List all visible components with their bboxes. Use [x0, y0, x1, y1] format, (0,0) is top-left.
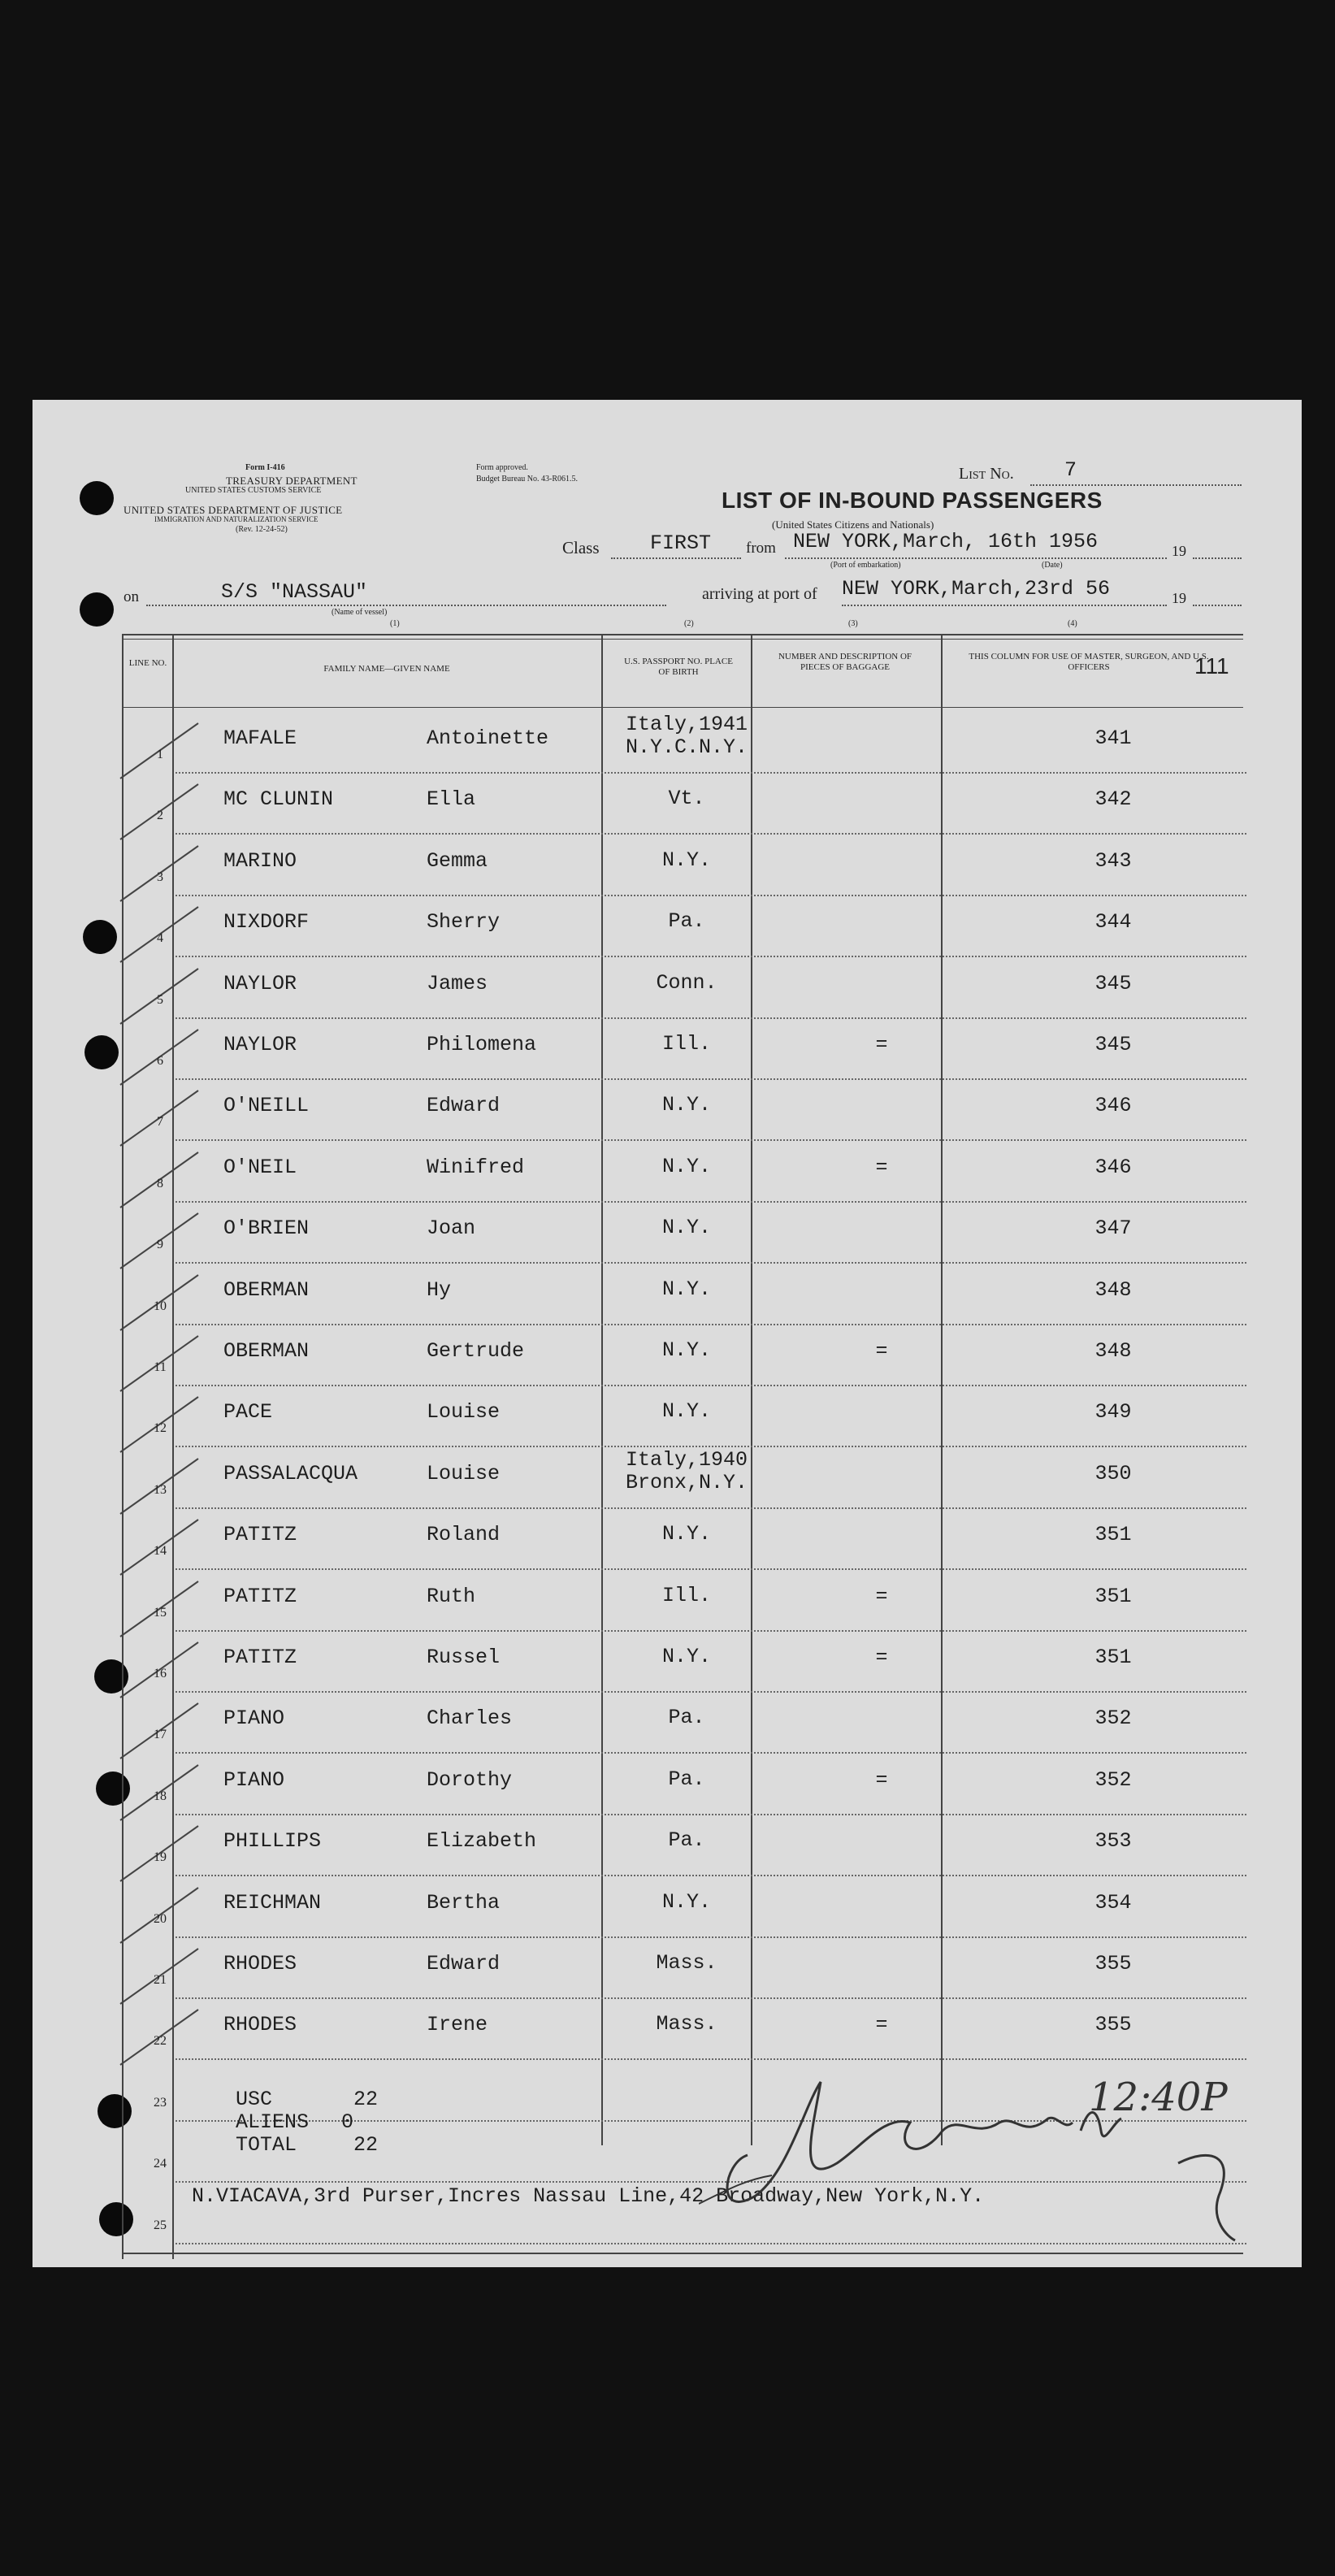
total-count: 22	[353, 2133, 379, 2157]
given-name: Hy	[427, 1277, 452, 1302]
family-name: PATITZ	[223, 1523, 297, 1547]
baggage: =	[875, 1767, 888, 1792]
table-row	[33, 1754, 1302, 1815]
family-name: PATITZ	[223, 1646, 297, 1669]
place-of-birth: N.Y.	[661, 1093, 711, 1117]
table-row	[33, 1264, 1302, 1325]
revision: (Rev. 12-24-52)	[236, 525, 288, 534]
family-name: NAYLOR	[223, 1033, 297, 1056]
given-name: Gertrude	[427, 1339, 525, 1363]
baggage: =	[875, 1033, 888, 1056]
line-number: 10	[154, 1299, 167, 1313]
col-num-1: (1)	[390, 619, 400, 628]
purser-signature-line: N.VIACAVA,3rd Purser,Incres Nassau Line,42 Broadway,New York,N.Y.	[192, 2184, 985, 2208]
family-name: O'BRIEN	[223, 1216, 310, 1241]
table-row	[33, 1508, 1302, 1569]
place-of-birth: Ill.	[661, 1583, 711, 1607]
baggage: =	[875, 1584, 888, 1608]
customs-service: UNITED STATES CUSTOMS SERVICE	[185, 486, 322, 495]
given-name: Ella	[427, 787, 476, 812]
baggage: =	[875, 2013, 888, 2037]
line-number: 3	[157, 870, 163, 884]
line-number: 24	[154, 2157, 167, 2171]
place-of-birth: Pa.	[668, 909, 705, 934]
given-name: Russel	[427, 1646, 501, 1669]
col-header-passport: U.S. PASSPORT NO. PLACE OF BIRTH	[624, 657, 733, 677]
officer-number: 351	[1094, 1523, 1132, 1547]
officer-number: 346	[1094, 1094, 1132, 1118]
family-name: O'NEILL	[223, 1094, 310, 1118]
place-of-birth: N.Y.	[661, 1889, 711, 1914]
usc-label: USC	[236, 2088, 273, 2111]
col-header-officers: THIS COLUMN FOR USE OF MASTER, SURGEON, AND U.S. OFFICERS	[969, 652, 1209, 672]
place-of-birth: N.Y.	[661, 1216, 711, 1240]
binder-hole	[80, 481, 114, 515]
family-name: O'NEIL	[223, 1155, 297, 1179]
arriving-label: arriving at port of	[702, 585, 817, 603]
table-row	[33, 896, 1302, 956]
line-number: 1	[157, 748, 163, 761]
given-name: Louise	[427, 1461, 501, 1485]
year-suffix-2: 19	[1172, 590, 1186, 606]
family-name: PACE	[223, 1400, 273, 1425]
officer-number: 346	[1094, 1155, 1132, 1179]
given-name: Philomena	[427, 1033, 537, 1056]
place-of-birth: Ill.	[661, 1032, 711, 1056]
place-of-birth: Vt.	[668, 787, 705, 811]
table-row	[33, 1141, 1302, 1202]
place-of-birth: Italy,1941 N.Y.C.N.Y.	[625, 713, 748, 759]
aliens-label: ALIENS	[236, 2110, 310, 2134]
arrival-port-date: NEW YORK,March,23rd 56	[842, 577, 1111, 601]
table-row	[33, 712, 1302, 773]
col-num-2: (2)	[684, 619, 694, 628]
col-header-name: FAMILY NAME—GIVEN NAME	[323, 664, 450, 674]
family-name: PASSALACQUA	[223, 1461, 358, 1485]
year-suffix-1: 19	[1172, 543, 1186, 559]
given-name: Elizabeth	[427, 1829, 537, 1854]
given-name: Winifred	[427, 1155, 525, 1179]
usc-count: 22	[353, 2088, 379, 2111]
given-name: James	[427, 971, 488, 995]
given-name: Joan	[427, 1216, 476, 1241]
vessel-caption: (Name of vessel)	[332, 608, 388, 617]
officer-number: 354	[1094, 1890, 1132, 1915]
line-number: 6	[157, 1054, 163, 1068]
class-value: FIRST	[650, 531, 712, 555]
line-number: 18	[154, 1789, 167, 1803]
table-row	[33, 1631, 1302, 1692]
embark-port-date: NEW YORK,March, 16th 1956	[793, 530, 1099, 553]
place-of-birth: Pa.	[668, 1706, 705, 1730]
line-number: 8	[157, 1176, 163, 1190]
given-name: Dorothy	[427, 1767, 513, 1792]
table-row	[33, 1325, 1302, 1386]
officer-number: 343	[1094, 848, 1132, 873]
family-name: REICHMAN	[223, 1890, 322, 1915]
treasury-dept: TREASURY DEPARTMENT	[226, 475, 358, 487]
officer-number: 355	[1094, 2013, 1132, 2037]
table-row	[33, 1447, 1302, 1508]
line-number: 13	[154, 1482, 167, 1497]
col-num-4: (4)	[1068, 619, 1077, 628]
officer-number: 348	[1094, 1339, 1132, 1363]
table-row	[33, 1079, 1302, 1140]
given-name: Ruth	[427, 1584, 476, 1608]
line-number: 16	[154, 1667, 167, 1680]
officer-number: 348	[1094, 1277, 1132, 1302]
line-number: 22	[154, 2034, 167, 2049]
handwritten-time: 12:40P	[1089, 2075, 1228, 2120]
family-name: NAYLOR	[223, 971, 297, 995]
line-number: 9	[157, 1238, 163, 1252]
given-name: Charles	[427, 1706, 513, 1731]
table-row	[33, 1937, 1302, 1998]
family-name: MC CLUNIN	[223, 787, 334, 812]
totals-block	[236, 2088, 378, 2157]
given-name: Edward	[427, 1952, 501, 1975]
given-name: Irene	[427, 2013, 488, 2037]
port-embark-caption: (Port of embarkation)	[830, 561, 901, 570]
officer-number: 342	[1094, 787, 1132, 812]
given-name: Louise	[427, 1400, 501, 1425]
officer-number: 352	[1094, 1767, 1132, 1792]
family-name: MAFALE	[223, 726, 297, 750]
form-title: LIST OF IN-BOUND PASSENGERS	[722, 488, 1103, 513]
place-of-birth: N.Y.	[661, 1522, 711, 1546]
table-row	[33, 1692, 1302, 1753]
place-of-birth: Pa.	[668, 1828, 705, 1853]
family-name: PIANO	[223, 1706, 285, 1731]
baggage: =	[875, 1646, 888, 1669]
table-row	[33, 835, 1302, 896]
line-number: 2	[157, 809, 163, 823]
from-label: from	[746, 540, 776, 557]
col-header-line: LINE NO.	[128, 658, 167, 668]
place-of-birth: Conn.	[656, 970, 717, 995]
table-row	[33, 1018, 1302, 1079]
place-of-birth: Mass.	[656, 1951, 717, 1975]
table-row	[33, 1815, 1302, 1876]
line-number: 12	[154, 1421, 167, 1436]
family-name: MARINO	[223, 848, 297, 873]
place-of-birth: N.Y.	[661, 1154, 711, 1178]
officer-number: 344	[1094, 910, 1132, 935]
officer-number: 349	[1094, 1400, 1132, 1425]
col-num-3: (3)	[848, 619, 858, 628]
place-of-birth: Pa.	[668, 1767, 705, 1791]
table-row	[33, 773, 1302, 834]
vessel-name: S/S "NASSAU"	[221, 580, 368, 604]
line-number: 11	[154, 1360, 167, 1374]
given-name: Sherry	[427, 910, 501, 935]
total-label: TOTAL	[236, 2133, 297, 2157]
list-label: List No.	[959, 465, 1014, 483]
family-name: RHODES	[223, 1952, 297, 1975]
officer-number: 351	[1094, 1646, 1132, 1669]
justice-dept: UNITED STATES DEPARTMENT OF JUSTICE	[124, 504, 343, 516]
table-row	[33, 1876, 1302, 1937]
place-of-birth: Mass.	[656, 2012, 717, 2036]
col-header-baggage: NUMBER AND DESCRIPTION OF PIECES OF BAGGAGE	[778, 652, 912, 672]
place-of-birth: N.Y.	[661, 1399, 711, 1424]
baggage: =	[875, 1155, 888, 1179]
officer-number: 345	[1094, 1033, 1132, 1056]
given-name: Edward	[427, 1094, 501, 1118]
place-of-birth: N.Y.	[661, 1645, 711, 1668]
table-row	[33, 1570, 1302, 1631]
family-name: NIXDORF	[223, 910, 310, 935]
officer-number: 345	[1094, 971, 1132, 995]
place-of-birth: N.Y.	[661, 848, 711, 872]
family-name: PATITZ	[223, 1584, 297, 1608]
form-subtitle: (United States Citizens and Nationals)	[772, 518, 934, 531]
line-number: 15	[154, 1605, 167, 1620]
officer-number: 347	[1094, 1216, 1132, 1241]
line-number: 7	[157, 1115, 163, 1130]
page-number: 111	[1194, 653, 1229, 679]
family-name: OBERMAN	[223, 1277, 310, 1302]
family-name: OBERMAN	[223, 1339, 310, 1363]
binder-hole	[80, 592, 114, 627]
given-name: Bertha	[427, 1890, 501, 1915]
officer-number: 355	[1094, 1952, 1132, 1975]
form-approved: Form approved.	[476, 463, 528, 472]
given-name: Antoinette	[427, 726, 549, 750]
aliens-count: 0	[341, 2110, 354, 2134]
family-name: PIANO	[223, 1767, 285, 1792]
officer-number: 353	[1094, 1829, 1132, 1854]
family-name: RHODES	[223, 2013, 297, 2037]
officer-number: 351	[1094, 1584, 1132, 1608]
line-number: 14	[154, 1544, 167, 1559]
line-number: 20	[154, 1911, 167, 1926]
table-row	[33, 1202, 1302, 1263]
date-caption: (Date)	[1042, 561, 1063, 570]
officer-number: 341	[1094, 726, 1132, 750]
on-label: on	[124, 588, 139, 605]
family-name: PHILLIPS	[223, 1829, 322, 1854]
given-name: Gemma	[427, 848, 488, 873]
class-label: Class	[562, 538, 600, 557]
line-number: 23	[154, 2095, 167, 2110]
table-row	[33, 1386, 1302, 1446]
line-number: 4	[157, 931, 163, 946]
line-number: 19	[154, 1850, 167, 1865]
budget-bureau: Budget Bureau No. 43-R061.5.	[476, 475, 578, 484]
line-number: 21	[154, 1973, 167, 1987]
form-sheet	[33, 400, 1302, 2267]
place-of-birth: N.Y.	[661, 1277, 711, 1301]
list-number: 7	[1064, 458, 1077, 482]
table-row	[33, 957, 1302, 1018]
line-number: 5	[157, 992, 163, 1007]
officer-number: 350	[1094, 1461, 1132, 1485]
line-number: 17	[154, 1728, 167, 1742]
given-name: Roland	[427, 1523, 501, 1547]
handwritten-signature	[699, 2033, 1268, 2244]
place-of-birth: N.Y.	[661, 1338, 711, 1362]
baggage: =	[875, 1339, 888, 1363]
place-of-birth: Italy,1940 Bronx,N.Y.	[625, 1447, 748, 1494]
line-number: 25	[154, 2218, 167, 2232]
officer-number: 352	[1094, 1706, 1132, 1731]
form-number: Form I-416	[245, 463, 285, 472]
ins-service: IMMIGRATION AND NATURALIZATION SERVICE	[154, 515, 319, 523]
